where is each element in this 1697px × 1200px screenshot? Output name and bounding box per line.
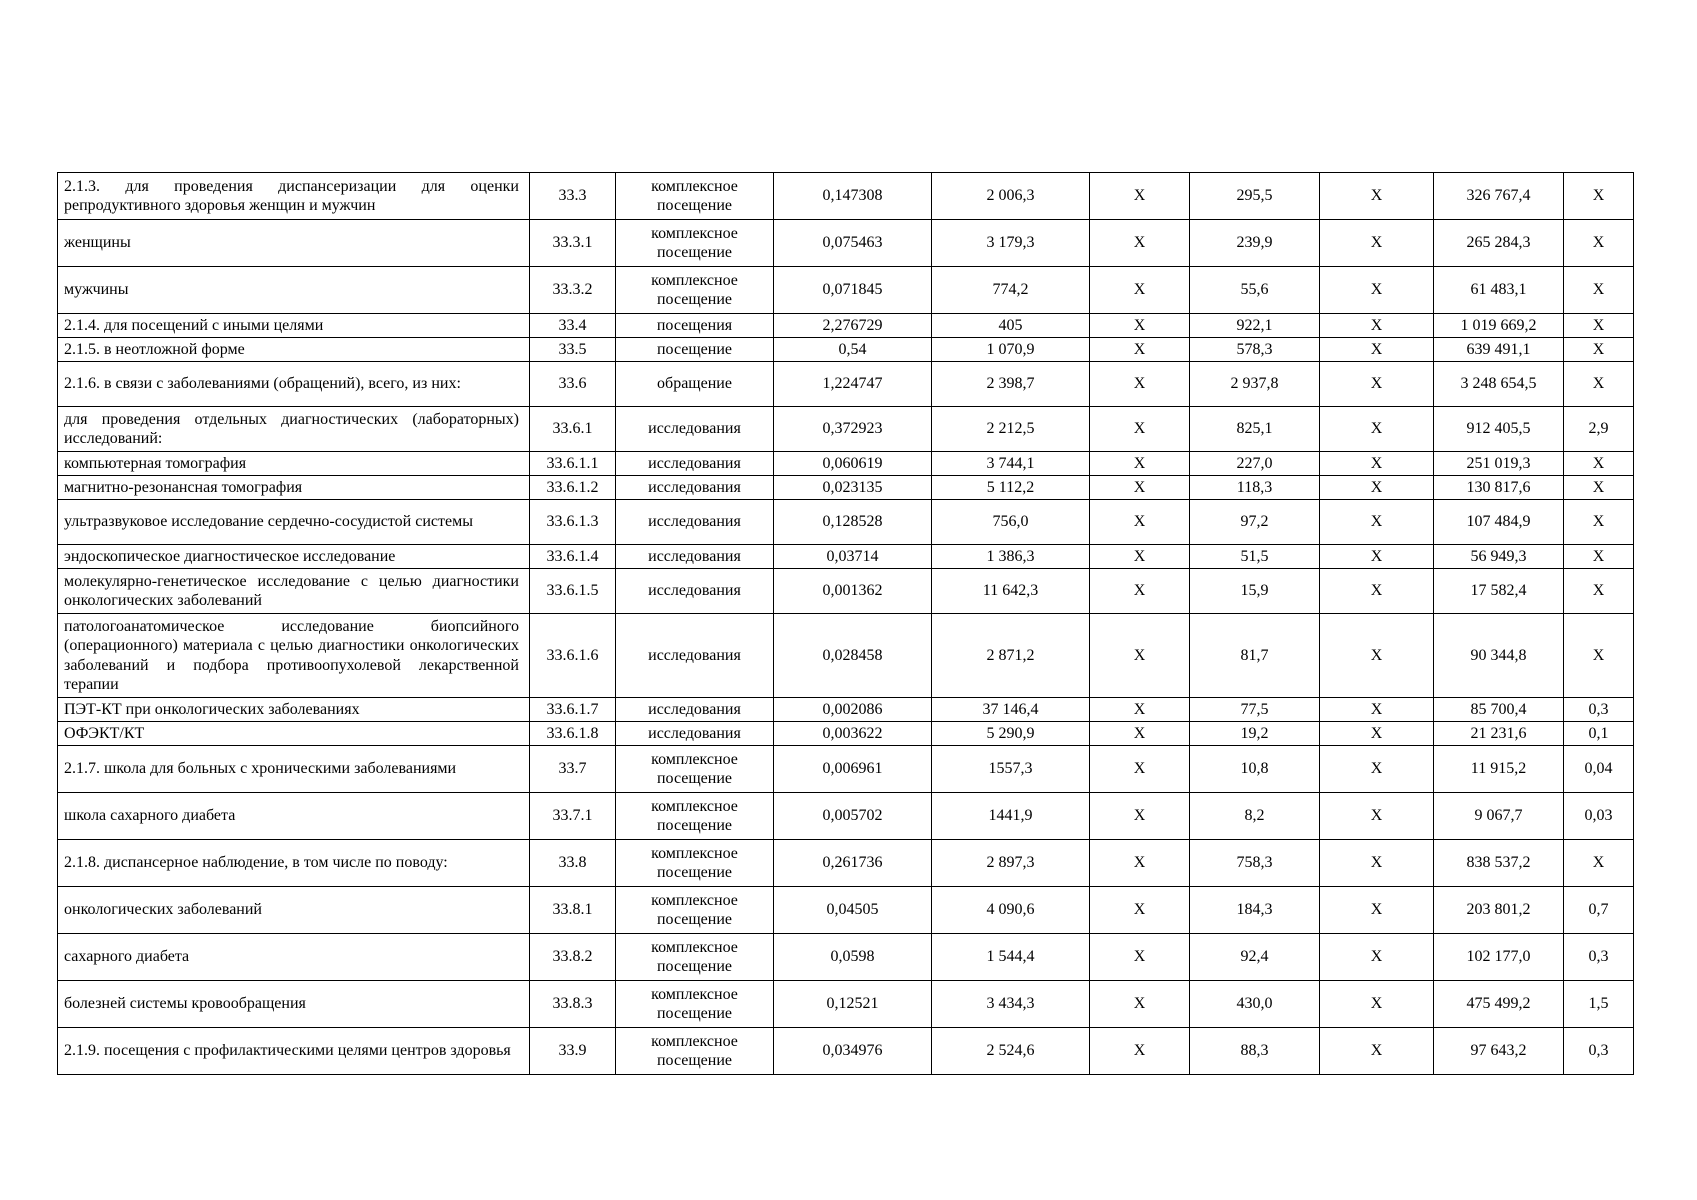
cell-unit: комплексное посещение bbox=[616, 934, 774, 981]
cell-col-7: 430,0 bbox=[1190, 981, 1320, 1028]
table-row bbox=[58, 314, 1634, 338]
cell-norm: 0,128528 bbox=[774, 500, 932, 545]
cell-row-code: 33.6.1.3 bbox=[530, 500, 616, 545]
table-row bbox=[58, 722, 1634, 746]
table-row bbox=[58, 698, 1634, 722]
cell-row-code: 33.5 bbox=[530, 338, 616, 362]
cell-col-6: Х bbox=[1090, 476, 1190, 500]
cell-row-code: 33.6.1.5 bbox=[530, 569, 616, 614]
cell-indicator-name: молекулярно-генетическое исследование с целью диагностики онкологических заболеваний bbox=[58, 569, 530, 614]
cell-row-code: 33.9 bbox=[530, 1028, 616, 1075]
cell-col-9: 639 491,1 bbox=[1434, 338, 1564, 362]
table-row bbox=[58, 614, 1634, 698]
cell-col-10: Х bbox=[1564, 220, 1634, 267]
cell-row-code: 33.6.1.6 bbox=[530, 614, 616, 698]
cell-col-8: Х bbox=[1320, 614, 1434, 698]
cell-row-code: 33.6.1.4 bbox=[530, 545, 616, 569]
cell-col-8: Х bbox=[1320, 173, 1434, 220]
cell-indicator-name: 2.1.8. диспансерное наблюдение, в том числе по поводу: bbox=[58, 840, 530, 887]
cell-row-code: 33.6 bbox=[530, 362, 616, 407]
table-row bbox=[58, 746, 1634, 793]
table-body bbox=[58, 173, 1634, 1075]
cell-row-code: 33.3.1 bbox=[530, 220, 616, 267]
table-row bbox=[58, 220, 1634, 267]
cell-unit-cost: 2 006,3 bbox=[932, 173, 1090, 220]
cell-col-7: 8,2 bbox=[1190, 793, 1320, 840]
cell-col-6: Х bbox=[1090, 746, 1190, 793]
cell-col-10: 0,1 bbox=[1564, 722, 1634, 746]
cell-col-9: 102 177,0 bbox=[1434, 934, 1564, 981]
cell-col-7: 88,3 bbox=[1190, 1028, 1320, 1075]
cell-col-7: 825,1 bbox=[1190, 407, 1320, 452]
cell-unit: исследования bbox=[616, 407, 774, 452]
cell-col-10: Х bbox=[1564, 614, 1634, 698]
cell-col-8: Х bbox=[1320, 840, 1434, 887]
cell-col-6: Х bbox=[1090, 545, 1190, 569]
cell-indicator-name: ультразвуковое исследование сердечно-сосудистой системы bbox=[58, 500, 530, 545]
cell-col-10: 0,03 bbox=[1564, 793, 1634, 840]
cell-col-10: Х bbox=[1564, 452, 1634, 476]
cell-unit-cost: 37 146,4 bbox=[932, 698, 1090, 722]
cell-col-9: 326 767,4 bbox=[1434, 173, 1564, 220]
cell-col-8: Х bbox=[1320, 746, 1434, 793]
cell-unit-cost: 1 070,9 bbox=[932, 338, 1090, 362]
cell-norm: 0,060619 bbox=[774, 452, 932, 476]
cell-col-9: 90 344,8 bbox=[1434, 614, 1564, 698]
cell-norm: 0,0598 bbox=[774, 934, 932, 981]
cell-col-10: Х bbox=[1564, 840, 1634, 887]
cell-row-code: 33.6.1.1 bbox=[530, 452, 616, 476]
cell-row-code: 33.8.3 bbox=[530, 981, 616, 1028]
cell-col-10: Х bbox=[1564, 545, 1634, 569]
data-table bbox=[57, 172, 1634, 1075]
cell-indicator-name: для проведения отдельных диагностических (лабораторных) исследований: bbox=[58, 407, 530, 452]
cell-unit: исследования bbox=[616, 545, 774, 569]
cell-col-9: 3 248 654,5 bbox=[1434, 362, 1564, 407]
table-row bbox=[58, 1028, 1634, 1075]
cell-unit: исследования bbox=[616, 452, 774, 476]
cell-col-7: 227,0 bbox=[1190, 452, 1320, 476]
cell-col-10: Х bbox=[1564, 267, 1634, 314]
cell-unit-cost: 2 524,6 bbox=[932, 1028, 1090, 1075]
cell-indicator-name: патологоанатомическое исследование биопсийного (операционного) материала с целью диагностики онкологических заболеваний и подбора противоопухолевой лекарственной терапии bbox=[58, 614, 530, 698]
table-row bbox=[58, 338, 1634, 362]
cell-norm: 0,071845 bbox=[774, 267, 932, 314]
table-row bbox=[58, 452, 1634, 476]
cell-col-6: Х bbox=[1090, 267, 1190, 314]
cell-col-7: 10,8 bbox=[1190, 746, 1320, 793]
cell-col-6: Х bbox=[1090, 981, 1190, 1028]
cell-unit-cost: 3 179,3 bbox=[932, 220, 1090, 267]
cell-unit: посещение bbox=[616, 338, 774, 362]
cell-row-code: 33.8.1 bbox=[530, 887, 616, 934]
cell-col-7: 55,6 bbox=[1190, 267, 1320, 314]
cell-col-7: 81,7 bbox=[1190, 614, 1320, 698]
cell-col-8: Х bbox=[1320, 934, 1434, 981]
cell-indicator-name: мужчины bbox=[58, 267, 530, 314]
cell-norm: 0,261736 bbox=[774, 840, 932, 887]
cell-col-9: 85 700,4 bbox=[1434, 698, 1564, 722]
cell-col-8: Х bbox=[1320, 267, 1434, 314]
cell-indicator-name: женщины bbox=[58, 220, 530, 267]
cell-norm: 0,075463 bbox=[774, 220, 932, 267]
cell-indicator-name: ОФЭКТ/КТ bbox=[58, 722, 530, 746]
cell-col-9: 61 483,1 bbox=[1434, 267, 1564, 314]
cell-unit: комплексное посещение bbox=[616, 981, 774, 1028]
cell-col-8: Х bbox=[1320, 452, 1434, 476]
cell-col-9: 97 643,2 bbox=[1434, 1028, 1564, 1075]
cell-col-8: Х bbox=[1320, 500, 1434, 545]
cell-col-7: 295,5 bbox=[1190, 173, 1320, 220]
cell-norm: 0,003622 bbox=[774, 722, 932, 746]
cell-unit-cost: 5 112,2 bbox=[932, 476, 1090, 500]
cell-col-9: 107 484,9 bbox=[1434, 500, 1564, 545]
cell-col-7: 97,2 bbox=[1190, 500, 1320, 545]
cell-col-7: 758,3 bbox=[1190, 840, 1320, 887]
cell-col-6: Х bbox=[1090, 362, 1190, 407]
cell-unit-cost: 3 434,3 bbox=[932, 981, 1090, 1028]
cell-col-8: Х bbox=[1320, 1028, 1434, 1075]
cell-col-9: 1 019 669,2 bbox=[1434, 314, 1564, 338]
cell-indicator-name: болезней системы кровообращения bbox=[58, 981, 530, 1028]
table-row bbox=[58, 793, 1634, 840]
cell-col-7: 19,2 bbox=[1190, 722, 1320, 746]
cell-col-6: Х bbox=[1090, 840, 1190, 887]
cell-row-code: 33.4 bbox=[530, 314, 616, 338]
cell-norm: 0,002086 bbox=[774, 698, 932, 722]
cell-col-9: 56 949,3 bbox=[1434, 545, 1564, 569]
cell-col-8: Х bbox=[1320, 362, 1434, 407]
cell-unit: комплексное посещение bbox=[616, 793, 774, 840]
cell-norm: 0,001362 bbox=[774, 569, 932, 614]
cell-col-6: Х bbox=[1090, 407, 1190, 452]
cell-norm: 0,006961 bbox=[774, 746, 932, 793]
cell-col-6: Х bbox=[1090, 722, 1190, 746]
cell-norm: 0,04505 bbox=[774, 887, 932, 934]
cell-unit: посещения bbox=[616, 314, 774, 338]
cell-indicator-name: магнитно-резонансная томография bbox=[58, 476, 530, 500]
cell-unit: исследования bbox=[616, 569, 774, 614]
cell-col-9: 203 801,2 bbox=[1434, 887, 1564, 934]
cell-col-8: Х bbox=[1320, 314, 1434, 338]
cell-row-code: 33.8.2 bbox=[530, 934, 616, 981]
cell-col-9: 130 817,6 bbox=[1434, 476, 1564, 500]
cell-col-10: 1,5 bbox=[1564, 981, 1634, 1028]
cell-col-7: 239,9 bbox=[1190, 220, 1320, 267]
cell-unit-cost: 756,0 bbox=[932, 500, 1090, 545]
cell-unit-cost: 11 642,3 bbox=[932, 569, 1090, 614]
cell-col-10: 0,3 bbox=[1564, 1028, 1634, 1075]
cell-col-7: 15,9 bbox=[1190, 569, 1320, 614]
table-row bbox=[58, 934, 1634, 981]
cell-col-6: Х bbox=[1090, 793, 1190, 840]
cell-col-10: 0,04 bbox=[1564, 746, 1634, 793]
cell-indicator-name: 2.1.6. в связи с заболеваниями (обращений), всего, из них: bbox=[58, 362, 530, 407]
table-row bbox=[58, 500, 1634, 545]
cell-unit: комплексное посещение bbox=[616, 267, 774, 314]
cell-unit-cost: 2 897,3 bbox=[932, 840, 1090, 887]
cell-unit: комплексное посещение bbox=[616, 840, 774, 887]
cell-col-6: Х bbox=[1090, 452, 1190, 476]
cell-unit: комплексное посещение bbox=[616, 220, 774, 267]
cell-col-6: Х bbox=[1090, 314, 1190, 338]
cell-unit-cost: 2 398,7 bbox=[932, 362, 1090, 407]
cell-row-code: 33.6.1 bbox=[530, 407, 616, 452]
table-row bbox=[58, 569, 1634, 614]
cell-col-6: Х bbox=[1090, 500, 1190, 545]
cell-col-6: Х bbox=[1090, 173, 1190, 220]
cell-norm: 0,54 bbox=[774, 338, 932, 362]
cell-unit: обращение bbox=[616, 362, 774, 407]
cell-norm: 0,023135 bbox=[774, 476, 932, 500]
cell-unit-cost: 5 290,9 bbox=[932, 722, 1090, 746]
cell-col-10: Х bbox=[1564, 500, 1634, 545]
cell-col-8: Х bbox=[1320, 887, 1434, 934]
cell-col-10: 0,7 bbox=[1564, 887, 1634, 934]
cell-col-6: Х bbox=[1090, 338, 1190, 362]
cell-col-9: 11 915,2 bbox=[1434, 746, 1564, 793]
cell-col-10: Х bbox=[1564, 173, 1634, 220]
cell-unit: исследования bbox=[616, 722, 774, 746]
cell-col-6: Х bbox=[1090, 1028, 1190, 1075]
cell-indicator-name: школа сахарного диабета bbox=[58, 793, 530, 840]
cell-unit: исследования bbox=[616, 614, 774, 698]
table-row bbox=[58, 545, 1634, 569]
cell-unit-cost: 3 744,1 bbox=[932, 452, 1090, 476]
cell-unit: комплексное посещение bbox=[616, 173, 774, 220]
cell-unit-cost: 1441,9 bbox=[932, 793, 1090, 840]
cell-row-code: 33.7 bbox=[530, 746, 616, 793]
cell-col-6: Х bbox=[1090, 220, 1190, 267]
cell-indicator-name: онкологических заболеваний bbox=[58, 887, 530, 934]
cell-col-9: 912 405,5 bbox=[1434, 407, 1564, 452]
cell-indicator-name: 2.1.7. школа для больных с хроническими заболеваниями bbox=[58, 746, 530, 793]
cell-col-8: Х bbox=[1320, 698, 1434, 722]
cell-unit-cost: 2 871,2 bbox=[932, 614, 1090, 698]
cell-col-6: Х bbox=[1090, 698, 1190, 722]
cell-col-7: 92,4 bbox=[1190, 934, 1320, 981]
cell-col-7: 922,1 bbox=[1190, 314, 1320, 338]
cell-row-code: 33.8 bbox=[530, 840, 616, 887]
cell-norm: 0,12521 bbox=[774, 981, 932, 1028]
cell-unit-cost: 4 090,6 bbox=[932, 887, 1090, 934]
cell-col-9: 17 582,4 bbox=[1434, 569, 1564, 614]
cell-unit: исследования bbox=[616, 500, 774, 545]
cell-norm: 0,147308 bbox=[774, 173, 932, 220]
cell-col-10: Х bbox=[1564, 314, 1634, 338]
cell-col-10: 0,3 bbox=[1564, 698, 1634, 722]
cell-col-6: Х bbox=[1090, 934, 1190, 981]
cell-col-6: Х bbox=[1090, 614, 1190, 698]
cell-norm: 0,372923 bbox=[774, 407, 932, 452]
cell-col-9: 475 499,2 bbox=[1434, 981, 1564, 1028]
cell-col-7: 51,5 bbox=[1190, 545, 1320, 569]
cell-unit-cost: 1557,3 bbox=[932, 746, 1090, 793]
table-row bbox=[58, 840, 1634, 887]
cell-col-10: Х bbox=[1564, 476, 1634, 500]
cell-unit-cost: 1 544,4 bbox=[932, 934, 1090, 981]
cell-unit-cost: 774,2 bbox=[932, 267, 1090, 314]
cell-norm: 0,005702 bbox=[774, 793, 932, 840]
cell-norm: 0,03714 bbox=[774, 545, 932, 569]
cell-col-9: 265 284,3 bbox=[1434, 220, 1564, 267]
cell-indicator-name: компьютерная томография bbox=[58, 452, 530, 476]
cell-indicator-name: 2.1.3. для проведения диспансеризации для оценки репродуктивного здоровья женщин и мужчин bbox=[58, 173, 530, 220]
table-row bbox=[58, 476, 1634, 500]
cell-norm: 1,224747 bbox=[774, 362, 932, 407]
cell-col-8: Х bbox=[1320, 545, 1434, 569]
cell-unit: исследования bbox=[616, 476, 774, 500]
cell-col-8: Х bbox=[1320, 407, 1434, 452]
cell-col-8: Х bbox=[1320, 220, 1434, 267]
cell-row-code: 33.6.1.7 bbox=[530, 698, 616, 722]
cell-col-9: 251 019,3 bbox=[1434, 452, 1564, 476]
cell-unit: комплексное посещение bbox=[616, 887, 774, 934]
cell-col-10: Х bbox=[1564, 338, 1634, 362]
cell-col-9: 838 537,2 bbox=[1434, 840, 1564, 887]
cell-col-10: 2,9 bbox=[1564, 407, 1634, 452]
cell-indicator-name: 2.1.9. посещения с профилактическими целями центров здоровья bbox=[58, 1028, 530, 1075]
cell-indicator-name: 2.1.4. для посещений с иными целями bbox=[58, 314, 530, 338]
cell-col-7: 77,5 bbox=[1190, 698, 1320, 722]
cell-indicator-name: 2.1.5. в неотложной форме bbox=[58, 338, 530, 362]
cell-unit: исследования bbox=[616, 698, 774, 722]
cell-col-8: Х bbox=[1320, 981, 1434, 1028]
cell-col-7: 2 937,8 bbox=[1190, 362, 1320, 407]
cell-row-code: 33.6.1.2 bbox=[530, 476, 616, 500]
cell-col-9: 21 231,6 bbox=[1434, 722, 1564, 746]
cell-norm: 2,276729 bbox=[774, 314, 932, 338]
cell-row-code: 33.6.1.8 bbox=[530, 722, 616, 746]
cell-col-8: Х bbox=[1320, 476, 1434, 500]
cell-col-7: 578,3 bbox=[1190, 338, 1320, 362]
cell-col-7: 184,3 bbox=[1190, 887, 1320, 934]
cell-unit-cost: 2 212,5 bbox=[932, 407, 1090, 452]
cell-col-9: 9 067,7 bbox=[1434, 793, 1564, 840]
cell-norm: 0,028458 bbox=[774, 614, 932, 698]
cell-col-10: Х bbox=[1564, 569, 1634, 614]
cell-col-8: Х bbox=[1320, 338, 1434, 362]
cell-unit: комплексное посещение bbox=[616, 746, 774, 793]
table-row bbox=[58, 981, 1634, 1028]
table-row bbox=[58, 887, 1634, 934]
table-row bbox=[58, 173, 1634, 220]
cell-unit: комплексное посещение bbox=[616, 1028, 774, 1075]
cell-norm: 0,034976 bbox=[774, 1028, 932, 1075]
cell-unit-cost: 1 386,3 bbox=[932, 545, 1090, 569]
cell-row-code: 33.7.1 bbox=[530, 793, 616, 840]
cell-col-8: Х bbox=[1320, 793, 1434, 840]
cell-col-10: 0,3 bbox=[1564, 934, 1634, 981]
cell-col-8: Х bbox=[1320, 569, 1434, 614]
cell-indicator-name: ПЭТ-КТ при онкологических заболеваниях bbox=[58, 698, 530, 722]
cell-col-7: 118,3 bbox=[1190, 476, 1320, 500]
cell-col-8: Х bbox=[1320, 722, 1434, 746]
cell-col-6: Х bbox=[1090, 569, 1190, 614]
table-row bbox=[58, 362, 1634, 407]
cell-col-10: Х bbox=[1564, 362, 1634, 407]
cell-indicator-name: эндоскопическое диагностическое исследование bbox=[58, 545, 530, 569]
table-row bbox=[58, 407, 1634, 452]
table-row bbox=[58, 267, 1634, 314]
cell-indicator-name: сахарного диабета bbox=[58, 934, 530, 981]
cell-unit-cost: 405 bbox=[932, 314, 1090, 338]
cell-row-code: 33.3.2 bbox=[530, 267, 616, 314]
cell-row-code: 33.3 bbox=[530, 173, 616, 220]
cell-col-6: Х bbox=[1090, 887, 1190, 934]
